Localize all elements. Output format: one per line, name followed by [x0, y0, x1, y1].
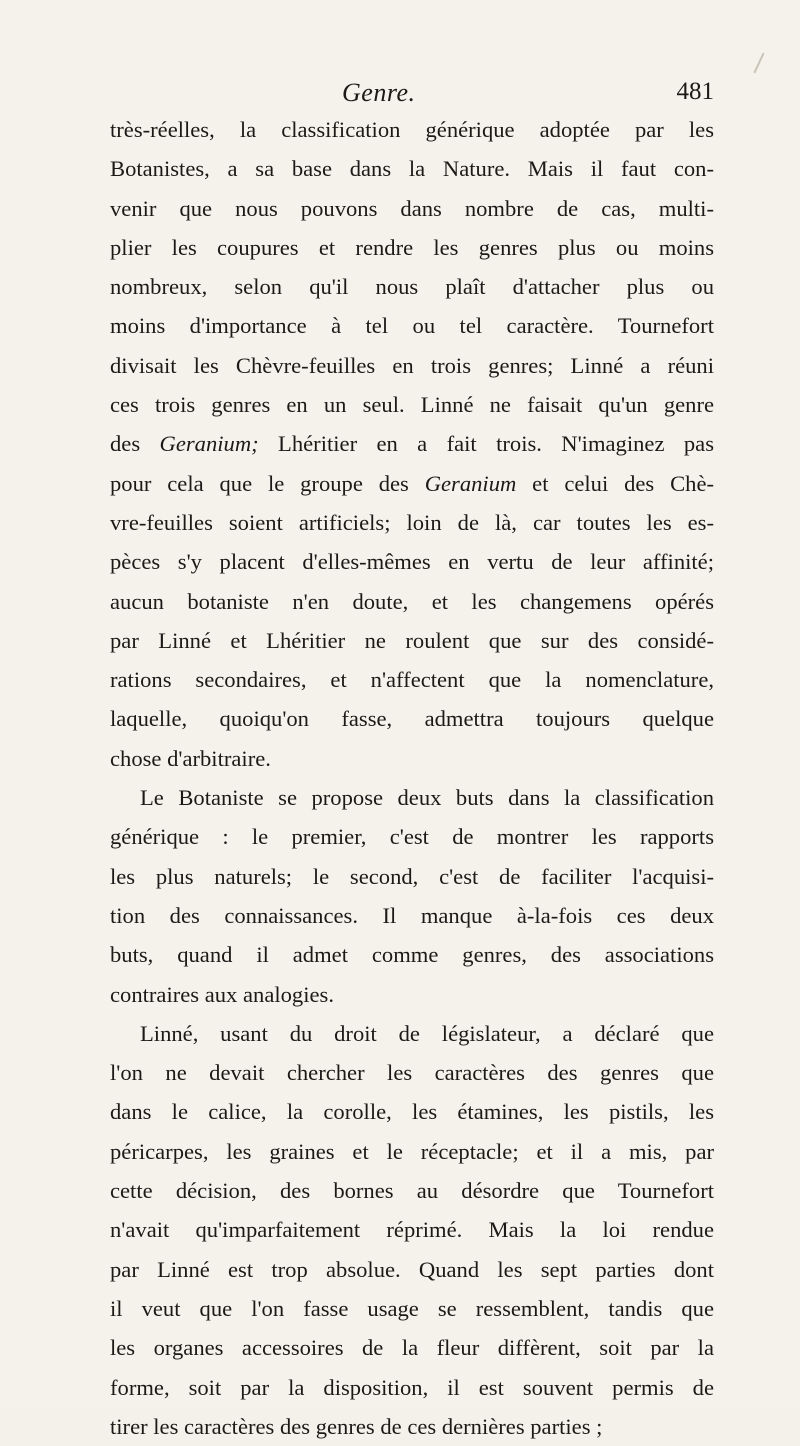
- text-run: des: [110, 431, 160, 457]
- text-line: aucun botaniste n'en doute, et les changemens opérés: [110, 588, 714, 614]
- text-line: Linné, usant du droit de législateur, a déclaré que: [140, 1020, 714, 1046]
- margin-mark: [753, 53, 764, 74]
- text-line: dans le calice, la corolle, les étamines, les pistils, les: [110, 1099, 714, 1125]
- text-line: tirer les caractères des genres de ces dernières parties ;: [110, 1413, 603, 1439]
- text-line: par Linné est trop absolue. Quand les sept parties dont: [110, 1256, 714, 1282]
- page-number: 481: [676, 78, 714, 105]
- text-run: Lhéritier en a fait trois. N'imaginez pas: [258, 431, 714, 457]
- paragraph: [110, 778, 714, 1014]
- italic-term: Geranium;: [159, 431, 259, 457]
- italic-term: Geranium: [424, 470, 517, 496]
- body-text: [110, 110, 714, 1446]
- text-line: moins d'importance à tel ou tel caractère. Tournefort: [110, 313, 714, 339]
- text-line: [110, 424, 714, 463]
- text-line: buts, quand il admet comme genres, des associations: [110, 942, 714, 968]
- text-line: nombreux, selon qu'il nous plaît d'attacher plus ou: [110, 274, 714, 300]
- text-line: contraires aux analogies.: [110, 981, 334, 1007]
- text-line: les organes accessoires de la fleur diffèrent, soit par la: [110, 1335, 714, 1361]
- text-line: il veut que l'on fasse usage se ressemblent, tandis que: [110, 1295, 714, 1321]
- text-line: ces trois genres en un seul. Linné ne faisait qu'un genre: [110, 392, 714, 418]
- text-line: tion des connaissances. Il manque à-la-fois ces deux: [110, 902, 714, 928]
- text-run: et celui des Chè-: [516, 470, 715, 496]
- text-line: [110, 464, 714, 503]
- text-line: laquelle, quoiqu'on fasse, admettra toujours quelque: [110, 706, 714, 732]
- running-title: Genre.: [342, 78, 416, 107]
- text-line: chose d'arbitraire.: [110, 745, 271, 771]
- paragraph: [110, 110, 714, 778]
- text-line: Le Botaniste se propose deux buts dans la classification: [140, 785, 714, 811]
- text-line: divisait les Chèvre-feuilles en trois genres; Linné a réuni: [110, 352, 714, 378]
- text-run: pour cela que le groupe des: [110, 470, 425, 496]
- paragraph: [110, 1014, 714, 1446]
- text-line: pèces s'y placent d'elles-mêmes en vertu de leur affinité;: [110, 549, 714, 575]
- text-line: venir que nous pouvons dans nombre de cas, multi-: [110, 195, 714, 221]
- text-line: cette décision, des bornes au désordre que Tournefort: [110, 1178, 714, 1204]
- text-line: générique : le premier, c'est de montrer les rapports: [110, 824, 714, 850]
- text-line: n'avait qu'imparfaitement réprimé. Mais la loi rendue: [110, 1217, 714, 1243]
- text-line: forme, soit par la disposition, il est souvent permis de: [110, 1374, 714, 1400]
- text-line: par Linné et Lhéritier ne roulent que sur des considé-: [110, 627, 714, 653]
- running-head: [110, 78, 714, 114]
- text-line: plier les coupures et rendre les genres plus ou moins: [110, 234, 714, 260]
- text-line: très-réelles, la classification générique adoptée par les: [110, 117, 714, 142]
- text-line: Botanistes, a sa base dans la Nature. Mais il faut con-: [110, 156, 714, 182]
- text-line: les plus naturels; le second, c'est de faciliter l'acquisi-: [110, 863, 714, 889]
- text-line: rations secondaires, et n'affectent que la nomenclature,: [110, 667, 714, 693]
- text-line: péricarpes, les graines et le réceptacle; et il a mis, par: [110, 1138, 714, 1164]
- text-line: l'on ne devait chercher les caractères des genres que: [110, 1060, 714, 1086]
- text-line: vre-feuilles soient artificiels; loin de là, car toutes les es-: [110, 509, 714, 535]
